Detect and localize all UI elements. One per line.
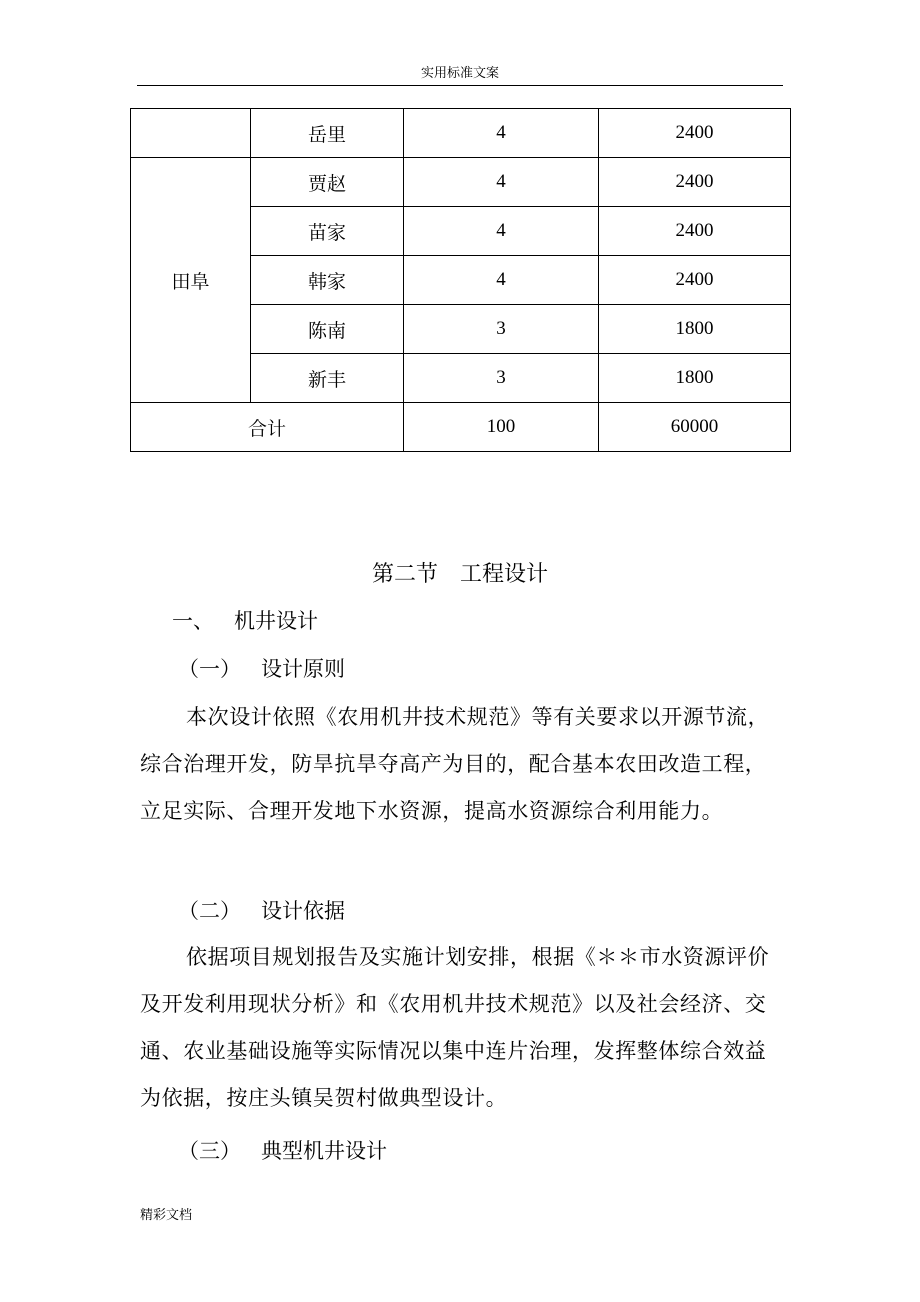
section-number: 第二节 bbox=[371, 562, 438, 587]
heading-typical-well-design bbox=[178, 1136, 387, 1166]
amount-cell: 2400 bbox=[599, 207, 791, 256]
table-row bbox=[131, 109, 791, 158]
amount-cell: 2400 bbox=[599, 158, 791, 207]
total-amount-cell: 60000 bbox=[599, 403, 791, 452]
data-table bbox=[130, 108, 791, 452]
amount-cell: 1800 bbox=[599, 354, 791, 403]
amount-cell: 2400 bbox=[599, 256, 791, 305]
village-cell: 新丰 bbox=[251, 354, 404, 403]
heading-text: 设计依据 bbox=[261, 899, 345, 923]
count-cell: 4 bbox=[404, 207, 599, 256]
count-cell: 4 bbox=[404, 256, 599, 305]
table-total-row bbox=[131, 403, 791, 452]
heading-number: （一） bbox=[178, 657, 241, 681]
heading-machine-well-design bbox=[172, 606, 318, 636]
heading-number: 一、 bbox=[172, 609, 214, 633]
amount-cell: 2400 bbox=[599, 109, 791, 158]
page-footer: 精彩文档 bbox=[140, 1208, 193, 1223]
total-label-cell: 合计 bbox=[131, 403, 404, 452]
paragraph-basis: 依据项目规划报告及实施计划安排，根据《＊＊市水资源评价及开发利用现状分析》和《农用机井技术规范》以及社会经济、交通、农业基础设施等实际情况以集中连片治理，发挥整体综合效益为依据，按庄头镇吴贺村做典型设计。 bbox=[140, 945, 770, 1110]
heading-text: 设计原则 bbox=[261, 657, 345, 681]
count-cell: 3 bbox=[404, 354, 599, 403]
heading-number: （二） bbox=[178, 899, 241, 923]
header-rule bbox=[137, 85, 783, 86]
section-title bbox=[0, 560, 920, 590]
heading-text: 典型机井设计 bbox=[261, 1139, 387, 1163]
heading-design-principles bbox=[178, 654, 345, 684]
heading-design-basis bbox=[178, 896, 345, 926]
total-count-cell: 100 bbox=[404, 403, 599, 452]
section-heading: 工程设计 bbox=[460, 562, 549, 587]
town-cell bbox=[131, 109, 251, 158]
amount-cell: 1800 bbox=[599, 305, 791, 354]
count-cell: 4 bbox=[404, 158, 599, 207]
paragraph-principles: 本次设计依照《农用机井技术规范》等有关要求以开源节流，综合治理开发，防旱抗旱夺高产为目的，配合基本农田改造工程，立足实际、合理开发地下水资源，提高水资源综合利用能力。 bbox=[140, 705, 770, 823]
heading-number: （三） bbox=[178, 1139, 241, 1163]
table-row bbox=[131, 158, 791, 207]
village-cell: 陈南 bbox=[251, 305, 404, 354]
town-cell: 田阜 bbox=[131, 158, 251, 403]
page-header: 实用标准文案 bbox=[420, 66, 499, 81]
village-cell: 贾赵 bbox=[251, 158, 404, 207]
village-cell: 苗家 bbox=[251, 207, 404, 256]
count-cell: 4 bbox=[404, 109, 599, 158]
count-cell: 3 bbox=[404, 305, 599, 354]
heading-text: 机井设计 bbox=[234, 609, 318, 633]
village-cell: 岳里 bbox=[251, 109, 404, 158]
village-cell: 韩家 bbox=[251, 256, 404, 305]
